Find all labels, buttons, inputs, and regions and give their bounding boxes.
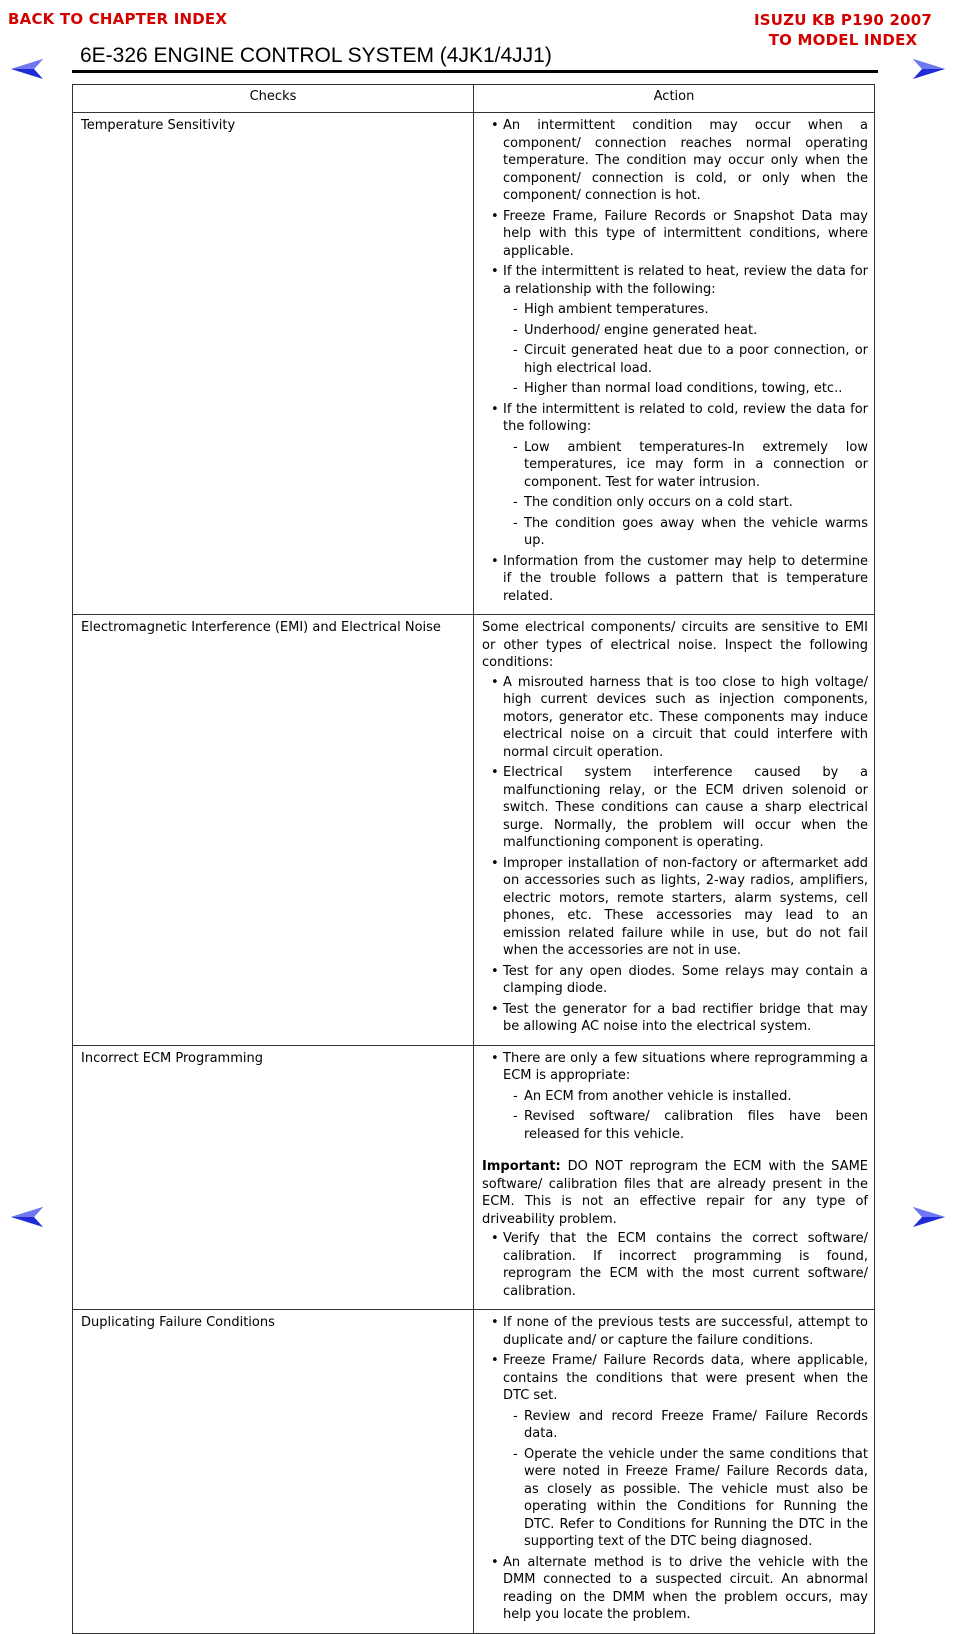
- table-body: [73, 113, 875, 1634]
- bullet-item: • If none of the previous tests are successful, attempt to duplicate and/ or capture the failure conditions.: [482, 1314, 868, 1349]
- action-cell: [474, 1045, 875, 1310]
- previous-page-arrow-icon[interactable]: [10, 58, 44, 80]
- bullet-item: • An intermittent condition may occur when a component/ connection reaches normal operating temperature. The condition may occur only when the component/ connection is cold, or only when the component/ connection is hot.: [482, 117, 868, 205]
- table-header-row: [73, 85, 875, 113]
- bullet-item: • Freeze Frame/ Failure Records data, where applicable, contains the conditions that were present when the DTC set.: [482, 1352, 868, 1405]
- diagnostic-table: [72, 84, 875, 1634]
- bullet-item: • Freeze Frame, Failure Records or Snapshot Data may help with this type of intermittent conditions, where applicable.: [482, 208, 868, 261]
- back-to-chapter-index-link[interactable]: BACK TO CHAPTER INDEX: [8, 10, 228, 28]
- page-title: 6E-326 ENGINE CONTROL SYSTEM (4JK1/4JJ1): [80, 44, 552, 67]
- check-cell: Incorrect ECM Programming: [73, 1045, 474, 1310]
- spacer: [482, 1146, 868, 1158]
- bullet-item: • Test for any open diodes. Some relays may contain a clamping diode.: [482, 963, 868, 998]
- check-cell: Duplicating Failure Conditions: [73, 1310, 474, 1634]
- table-row: [73, 1310, 875, 1634]
- model-title-link[interactable]: ISUZU KB P190 2007: [754, 11, 932, 29]
- bullet-item: • Electrical system interference caused by a malfunctioning relay, or the ECM driven solenoid or switch. These conditions can cause a sharp electrical surge. Normally, the problem will occur when the malfunctioning component is operating.: [482, 764, 868, 852]
- table-row: [73, 615, 875, 1046]
- bullet-item: • Information from the customer may help to determine if the trouble follows a pattern that is temperature related.: [482, 553, 868, 606]
- table-row: [73, 113, 875, 615]
- title-rule: [72, 70, 878, 73]
- dash-item: - Higher than normal load conditions, towing, etc..: [482, 380, 868, 398]
- bullet-item: • There are only a few situations where reprogramming a ECM is appropriate:: [482, 1050, 868, 1085]
- dash-item: - Revised software/ calibration files have been released for this vehicle.: [482, 1108, 868, 1143]
- dash-item: - The condition goes away when the vehicle warms up.: [482, 515, 868, 550]
- important-text: DO NOT reprogram the ECM with the SAME software/ calibration files that are already present in the ECM. This is not an effective repair for any type of driveability problem.: [482, 1159, 868, 1227]
- bullet-item: • If the intermittent is related to heat, review the data for a relationship with the following:: [482, 263, 868, 298]
- bullet-item: • Test the generator for a bad rectifier bridge that may be allowing AC noise into the electrical system.: [482, 1001, 868, 1036]
- next-page-arrow-bottom-icon[interactable]: [912, 1206, 946, 1228]
- dash-item: - Circuit generated heat due to a poor connection, or high electrical load.: [482, 342, 868, 377]
- bullet-item: • If the intermittent is related to cold, review the data for the following:: [482, 401, 868, 436]
- dash-item: - High ambient temperatures.: [482, 301, 868, 319]
- important-note: [482, 1158, 868, 1228]
- action-cell: [474, 113, 875, 615]
- dash-item: - Operate the vehicle under the same conditions that were noted in Freeze Frame/ Failure Records data, as closely as possible. The vehicle must also be operating within the Conditions for Running the DTC. Refer to Conditions for Running the DTC in the supporting text of the DTC being diagnosed.: [482, 1446, 868, 1551]
- bullet-item: • Improper installation of non-factory or aftermarket add on accessories such as lights, 2-way radios, amplifiers, electric motors, remote starters, alarm systems, cell phones, etc. These accessories may lead to an emission related failure while in use, but do not fail when the accessories are not in use.: [482, 855, 868, 960]
- table-row: [73, 1045, 875, 1310]
- checks-column-header: Checks: [73, 85, 474, 113]
- action-cell: [474, 615, 875, 1046]
- model-links: [754, 10, 932, 50]
- action-column-header: Action: [474, 85, 875, 113]
- paragraph: Some electrical components/ circuits are sensitive to EMI or other types of electrical noise. Inspect the following conditions:: [482, 620, 868, 670]
- dash-item: - Review and record Freeze Frame/ Failure Records data.: [482, 1408, 868, 1443]
- bullet-item: • An alternate method is to drive the vehicle with the DMM connected to a suspected circuit. An abnormal reading on the DMM when the problem occurs, may help you locate the problem.: [482, 1554, 868, 1624]
- check-cell: Electromagnetic Interference (EMI) and Electrical Noise: [73, 615, 474, 1046]
- next-page-arrow-icon[interactable]: [912, 58, 946, 80]
- to-model-index-link[interactable]: TO MODEL INDEX: [768, 31, 918, 49]
- important-label: Important:: [482, 1159, 561, 1174]
- dash-item: - The condition only occurs on a cold start.: [482, 494, 868, 512]
- bullet-item: • Verify that the ECM contains the correct software/ calibration. If incorrect programming is found, reprogram the ECM with the most current software/ calibration.: [482, 1230, 868, 1300]
- dash-item: - Underhood/ engine generated heat.: [482, 322, 868, 340]
- check-cell: Temperature Sensitivity: [73, 113, 474, 615]
- previous-page-arrow-bottom-icon[interactable]: [10, 1206, 44, 1228]
- dash-item: - Low ambient temperatures-In extremely low temperatures, ice may form in a connection or component. Test for water intrusion.: [482, 439, 868, 492]
- dash-item: - An ECM from another vehicle is installed.: [482, 1088, 868, 1106]
- action-cell: [474, 1310, 875, 1634]
- bullet-item: • A misrouted harness that is too close to high voltage/ high current devices such as injection components, motors, generator etc. These components may induce electrical noise on a circuit that could interfere with normal circuit operation.: [482, 674, 868, 762]
